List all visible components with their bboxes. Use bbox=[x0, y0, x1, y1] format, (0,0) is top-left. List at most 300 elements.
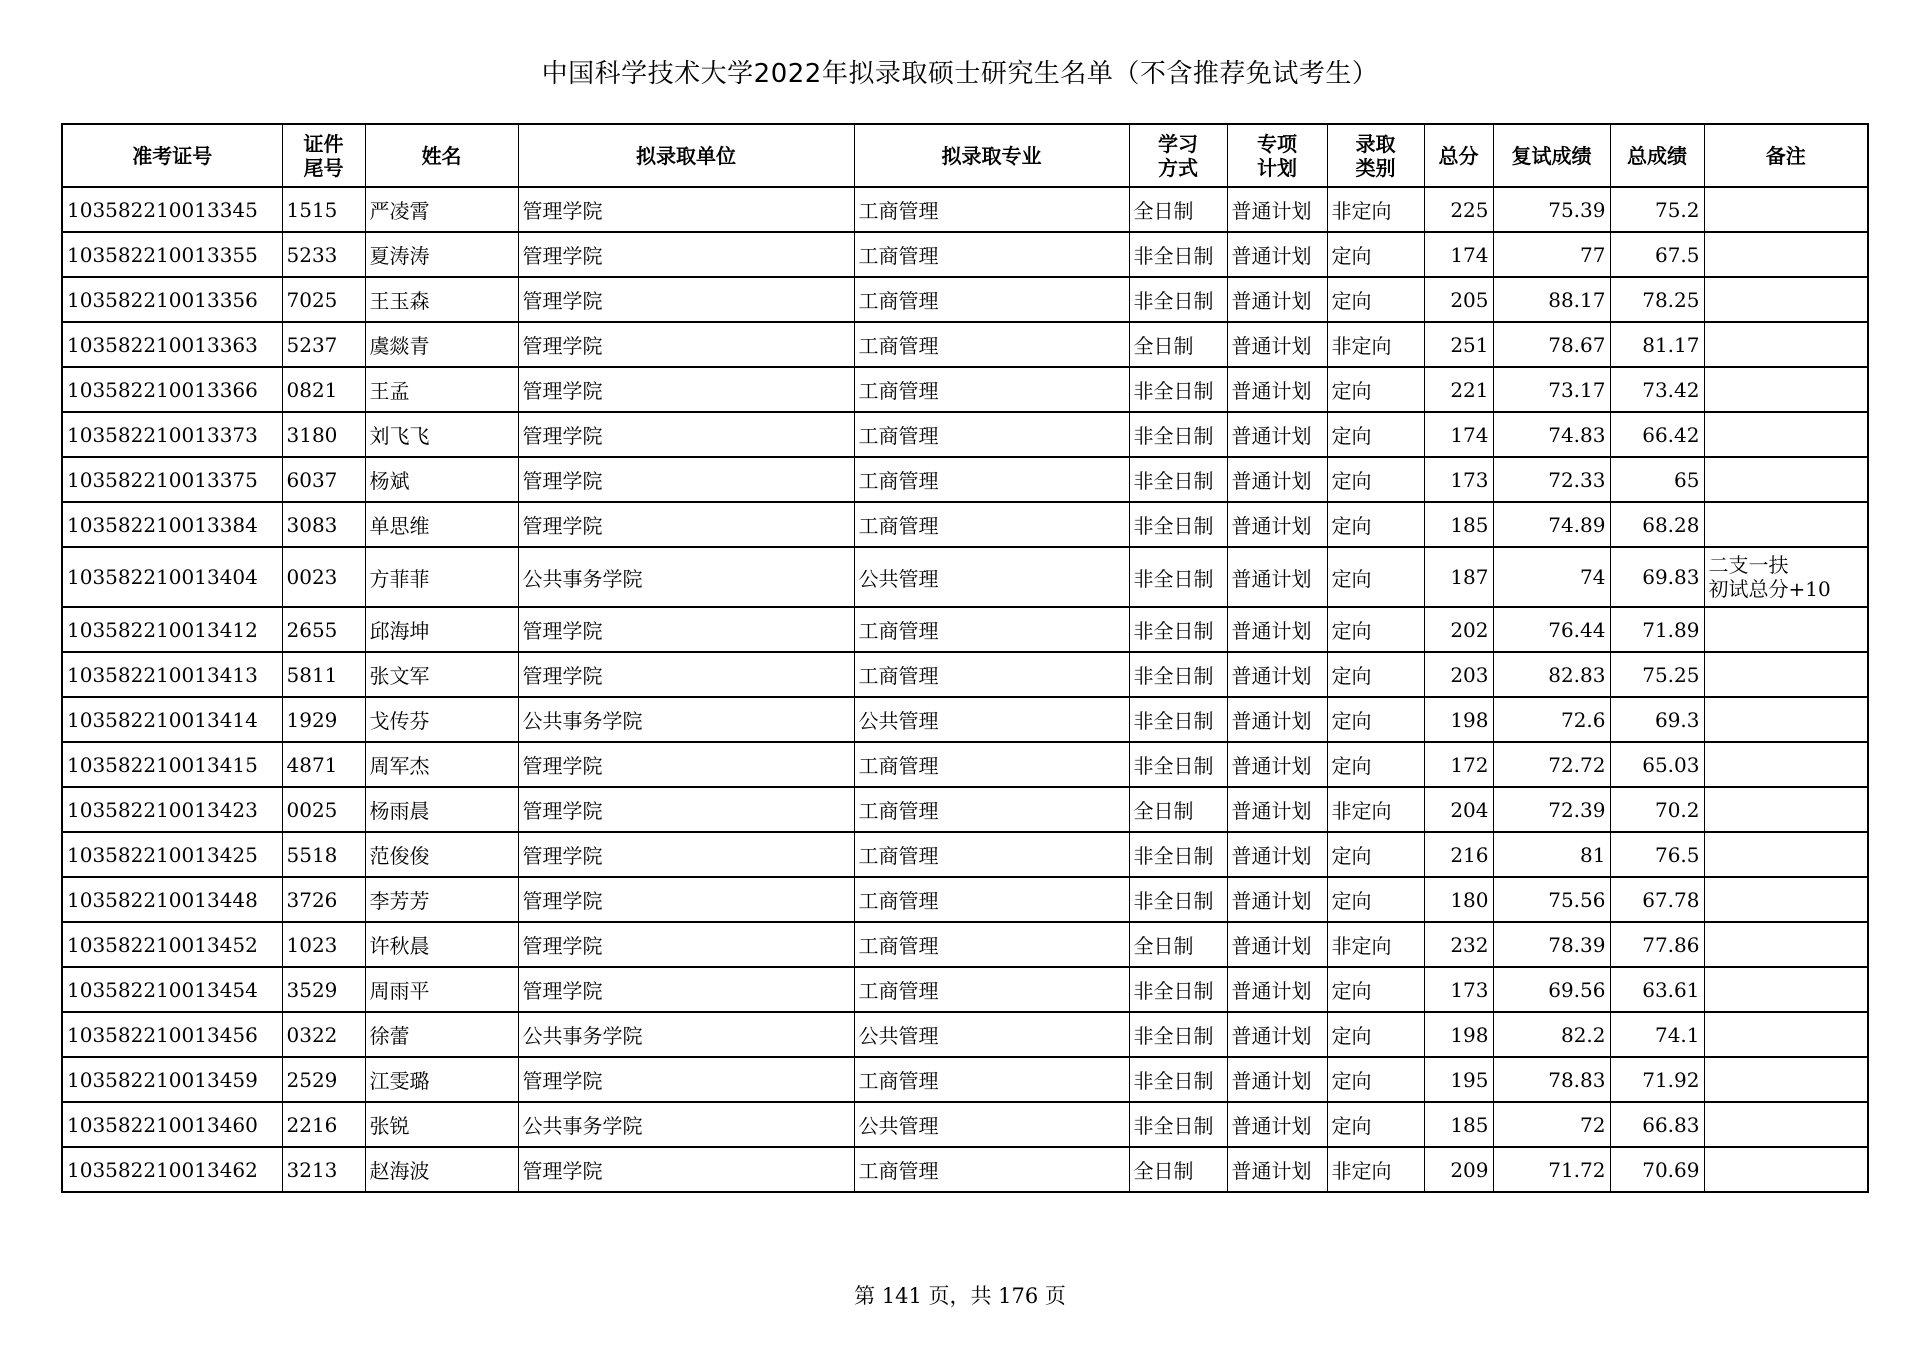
table-row bbox=[62, 547, 1868, 607]
col-retest-score: 复试成绩 bbox=[1493, 124, 1610, 187]
cell-retest-score: 71.72 bbox=[1493, 1147, 1610, 1192]
cell-study-mode: 全日制 bbox=[1129, 787, 1227, 832]
cell-total-score: 195 bbox=[1424, 1057, 1493, 1102]
cell-id-suffix: 4871 bbox=[282, 742, 365, 787]
cell-name: 刘飞飞 bbox=[365, 412, 518, 457]
cell-admission-ticket: 103582210013415 bbox=[62, 742, 282, 787]
cell-id-suffix: 3529 bbox=[282, 967, 365, 1012]
cell-study-mode: 非全日制 bbox=[1129, 742, 1227, 787]
cell-major: 工商管理 bbox=[854, 832, 1129, 877]
cell-major: 工商管理 bbox=[854, 922, 1129, 967]
cell-name: 江雯璐 bbox=[365, 1057, 518, 1102]
cell-admission-type: 定向 bbox=[1327, 967, 1424, 1012]
col-final-score: 总成绩 bbox=[1610, 124, 1704, 187]
cell-unit: 管理学院 bbox=[518, 502, 854, 547]
cell-total-score: 205 bbox=[1424, 277, 1493, 322]
cell-admission-type: 定向 bbox=[1327, 652, 1424, 697]
table-row bbox=[62, 1057, 1868, 1102]
cell-remarks bbox=[1704, 187, 1868, 232]
cell-study-mode: 非全日制 bbox=[1129, 502, 1227, 547]
cell-unit: 公共事务学院 bbox=[518, 697, 854, 742]
cell-name: 周军杰 bbox=[365, 742, 518, 787]
cell-name: 夏涛涛 bbox=[365, 232, 518, 277]
cell-name: 杨斌 bbox=[365, 457, 518, 502]
cell-name: 张锐 bbox=[365, 1102, 518, 1147]
cell-unit: 管理学院 bbox=[518, 1057, 854, 1102]
cell-total-score: 202 bbox=[1424, 607, 1493, 652]
cell-unit: 管理学院 bbox=[518, 1147, 854, 1192]
table-row bbox=[62, 322, 1868, 367]
cell-retest-score: 74 bbox=[1493, 547, 1610, 607]
cell-special-plan: 普通计划 bbox=[1227, 547, 1327, 607]
cell-major: 工商管理 bbox=[854, 412, 1129, 457]
col-name: 姓名 bbox=[365, 124, 518, 187]
cell-name: 戈传芬 bbox=[365, 697, 518, 742]
cell-special-plan: 普通计划 bbox=[1227, 502, 1327, 547]
cell-admission-type: 定向 bbox=[1327, 367, 1424, 412]
cell-final-score: 71.92 bbox=[1610, 1057, 1704, 1102]
cell-remarks bbox=[1704, 457, 1868, 502]
cell-special-plan: 普通计划 bbox=[1227, 697, 1327, 742]
cell-admission-ticket: 103582210013448 bbox=[62, 877, 282, 922]
cell-admission-type: 定向 bbox=[1327, 697, 1424, 742]
cell-admission-type: 非定向 bbox=[1327, 787, 1424, 832]
cell-final-score: 70.2 bbox=[1610, 787, 1704, 832]
cell-special-plan: 普通计划 bbox=[1227, 277, 1327, 322]
cell-admission-ticket: 103582210013425 bbox=[62, 832, 282, 877]
cell-special-plan: 普通计划 bbox=[1227, 187, 1327, 232]
cell-final-score: 78.25 bbox=[1610, 277, 1704, 322]
cell-remarks: 二支一扶 初试总分+10 bbox=[1704, 547, 1868, 607]
cell-study-mode: 非全日制 bbox=[1129, 697, 1227, 742]
cell-id-suffix: 0821 bbox=[282, 367, 365, 412]
cell-name: 王玉森 bbox=[365, 277, 518, 322]
cell-final-score: 69.83 bbox=[1610, 547, 1704, 607]
cell-remarks bbox=[1704, 1057, 1868, 1102]
cell-name: 张文军 bbox=[365, 652, 518, 697]
cell-retest-score: 72.6 bbox=[1493, 697, 1610, 742]
cell-final-score: 70.69 bbox=[1610, 1147, 1704, 1192]
cell-remarks bbox=[1704, 652, 1868, 697]
cell-id-suffix: 3726 bbox=[282, 877, 365, 922]
cell-major: 工商管理 bbox=[854, 367, 1129, 412]
col-admission-type: 录取类别 bbox=[1327, 124, 1424, 187]
cell-major: 工商管理 bbox=[854, 502, 1129, 547]
cell-special-plan: 普通计划 bbox=[1227, 922, 1327, 967]
cell-special-plan: 普通计划 bbox=[1227, 1057, 1327, 1102]
cell-remarks bbox=[1704, 967, 1868, 1012]
cell-id-suffix: 2529 bbox=[282, 1057, 365, 1102]
cell-retest-score: 69.56 bbox=[1493, 967, 1610, 1012]
cell-retest-score: 76.44 bbox=[1493, 607, 1610, 652]
cell-admission-type: 定向 bbox=[1327, 457, 1424, 502]
cell-unit: 管理学院 bbox=[518, 607, 854, 652]
cell-retest-score: 73.17 bbox=[1493, 367, 1610, 412]
cell-total-score: 172 bbox=[1424, 742, 1493, 787]
cell-study-mode: 非全日制 bbox=[1129, 877, 1227, 922]
cell-unit: 管理学院 bbox=[518, 652, 854, 697]
cell-id-suffix: 5237 bbox=[282, 322, 365, 367]
cell-retest-score: 75.39 bbox=[1493, 187, 1610, 232]
cell-major: 工商管理 bbox=[854, 787, 1129, 832]
cell-retest-score: 75.56 bbox=[1493, 877, 1610, 922]
cell-special-plan: 普通计划 bbox=[1227, 607, 1327, 652]
table-row bbox=[62, 742, 1868, 787]
cell-final-score: 74.1 bbox=[1610, 1012, 1704, 1057]
cell-total-score: 173 bbox=[1424, 967, 1493, 1012]
table-row bbox=[62, 232, 1868, 277]
cell-admission-type: 定向 bbox=[1327, 607, 1424, 652]
cell-total-score: 174 bbox=[1424, 412, 1493, 457]
cell-admission-ticket: 103582210013412 bbox=[62, 607, 282, 652]
cell-final-score: 75.2 bbox=[1610, 187, 1704, 232]
cell-major: 工商管理 bbox=[854, 607, 1129, 652]
col-admission-ticket: 准考证号 bbox=[62, 124, 282, 187]
cell-unit: 管理学院 bbox=[518, 322, 854, 367]
cell-study-mode: 非全日制 bbox=[1129, 277, 1227, 322]
cell-admission-ticket: 103582210013345 bbox=[62, 187, 282, 232]
cell-major: 工商管理 bbox=[854, 1057, 1129, 1102]
cell-retest-score: 88.17 bbox=[1493, 277, 1610, 322]
cell-total-score: 185 bbox=[1424, 1102, 1493, 1147]
cell-special-plan: 普通计划 bbox=[1227, 652, 1327, 697]
cell-name: 邱海坤 bbox=[365, 607, 518, 652]
cell-unit: 管理学院 bbox=[518, 832, 854, 877]
cell-special-plan: 普通计划 bbox=[1227, 322, 1327, 367]
cell-special-plan: 普通计划 bbox=[1227, 1012, 1327, 1057]
cell-admission-type: 定向 bbox=[1327, 502, 1424, 547]
table-row bbox=[62, 697, 1868, 742]
cell-name: 虞燚青 bbox=[365, 322, 518, 367]
cell-unit: 管理学院 bbox=[518, 232, 854, 277]
cell-id-suffix: 5811 bbox=[282, 652, 365, 697]
cell-final-score: 65 bbox=[1610, 457, 1704, 502]
cell-study-mode: 全日制 bbox=[1129, 1147, 1227, 1192]
cell-remarks bbox=[1704, 742, 1868, 787]
cell-special-plan: 普通计划 bbox=[1227, 232, 1327, 277]
cell-total-score: 209 bbox=[1424, 1147, 1493, 1192]
cell-name: 李芳芳 bbox=[365, 877, 518, 922]
cell-name: 王孟 bbox=[365, 367, 518, 412]
cell-admission-type: 定向 bbox=[1327, 1102, 1424, 1147]
cell-id-suffix: 2655 bbox=[282, 607, 365, 652]
cell-id-suffix: 0322 bbox=[282, 1012, 365, 1057]
cell-study-mode: 非全日制 bbox=[1129, 1057, 1227, 1102]
cell-id-suffix: 0023 bbox=[282, 547, 365, 607]
cell-study-mode: 全日制 bbox=[1129, 322, 1227, 367]
cell-id-suffix: 5518 bbox=[282, 832, 365, 877]
cell-unit: 管理学院 bbox=[518, 742, 854, 787]
cell-id-suffix: 5233 bbox=[282, 232, 365, 277]
cell-retest-score: 78.67 bbox=[1493, 322, 1610, 367]
cell-name: 许秋晨 bbox=[365, 922, 518, 967]
cell-name: 单思维 bbox=[365, 502, 518, 547]
cell-id-suffix: 7025 bbox=[282, 277, 365, 322]
cell-id-suffix: 3083 bbox=[282, 502, 365, 547]
table-row bbox=[62, 1147, 1868, 1192]
cell-unit: 管理学院 bbox=[518, 787, 854, 832]
cell-name: 徐蕾 bbox=[365, 1012, 518, 1057]
cell-remarks bbox=[1704, 787, 1868, 832]
cell-unit: 公共事务学院 bbox=[518, 1102, 854, 1147]
cell-admission-ticket: 103582210013356 bbox=[62, 277, 282, 322]
cell-id-suffix: 0025 bbox=[282, 787, 365, 832]
cell-retest-score: 72 bbox=[1493, 1102, 1610, 1147]
table-row bbox=[62, 787, 1868, 832]
cell-admission-type: 定向 bbox=[1327, 277, 1424, 322]
cell-retest-score: 77 bbox=[1493, 232, 1610, 277]
cell-final-score: 67.78 bbox=[1610, 877, 1704, 922]
col-major: 拟录取专业 bbox=[854, 124, 1129, 187]
cell-admission-ticket: 103582210013414 bbox=[62, 697, 282, 742]
cell-retest-score: 72.39 bbox=[1493, 787, 1610, 832]
cell-unit: 管理学院 bbox=[518, 877, 854, 922]
cell-remarks bbox=[1704, 277, 1868, 322]
cell-id-suffix: 3180 bbox=[282, 412, 365, 457]
cell-id-suffix: 1929 bbox=[282, 697, 365, 742]
cell-id-suffix: 1515 bbox=[282, 187, 365, 232]
cell-unit: 管理学院 bbox=[518, 277, 854, 322]
cell-total-score: 232 bbox=[1424, 922, 1493, 967]
table-row bbox=[62, 367, 1868, 412]
header-row bbox=[62, 124, 1868, 187]
cell-special-plan: 普通计划 bbox=[1227, 412, 1327, 457]
cell-admission-type: 定向 bbox=[1327, 412, 1424, 457]
col-id-suffix: 证件尾号 bbox=[282, 124, 365, 187]
cell-admission-type: 定向 bbox=[1327, 877, 1424, 922]
cell-admission-ticket: 103582210013462 bbox=[62, 1147, 282, 1192]
cell-special-plan: 普通计划 bbox=[1227, 787, 1327, 832]
cell-admission-type: 非定向 bbox=[1327, 1147, 1424, 1192]
cell-admission-ticket: 103582210013459 bbox=[62, 1057, 282, 1102]
cell-study-mode: 非全日制 bbox=[1129, 412, 1227, 457]
table-row bbox=[62, 1102, 1868, 1147]
admission-table bbox=[61, 123, 1869, 1193]
cell-study-mode: 非全日制 bbox=[1129, 232, 1227, 277]
cell-final-score: 66.42 bbox=[1610, 412, 1704, 457]
cell-unit: 管理学院 bbox=[518, 187, 854, 232]
table-row bbox=[62, 502, 1868, 547]
cell-total-score: 187 bbox=[1424, 547, 1493, 607]
cell-admission-ticket: 103582210013423 bbox=[62, 787, 282, 832]
cell-remarks bbox=[1704, 877, 1868, 922]
cell-final-score: 66.83 bbox=[1610, 1102, 1704, 1147]
cell-retest-score: 74.89 bbox=[1493, 502, 1610, 547]
cell-study-mode: 非全日制 bbox=[1129, 547, 1227, 607]
cell-final-score: 63.61 bbox=[1610, 967, 1704, 1012]
cell-admission-ticket: 103582210013375 bbox=[62, 457, 282, 502]
cell-final-score: 69.3 bbox=[1610, 697, 1704, 742]
table-row bbox=[62, 652, 1868, 697]
cell-study-mode: 非全日制 bbox=[1129, 457, 1227, 502]
cell-remarks bbox=[1704, 607, 1868, 652]
cell-special-plan: 普通计划 bbox=[1227, 967, 1327, 1012]
cell-name: 杨雨晨 bbox=[365, 787, 518, 832]
table-row bbox=[62, 457, 1868, 502]
cell-total-score: 198 bbox=[1424, 1012, 1493, 1057]
table-row bbox=[62, 607, 1868, 652]
cell-study-mode: 非全日制 bbox=[1129, 652, 1227, 697]
cell-remarks bbox=[1704, 832, 1868, 877]
cell-name: 周雨平 bbox=[365, 967, 518, 1012]
cell-name: 严凌霄 bbox=[365, 187, 518, 232]
cell-admission-ticket: 103582210013355 bbox=[62, 232, 282, 277]
cell-retest-score: 72.72 bbox=[1493, 742, 1610, 787]
cell-total-score: 185 bbox=[1424, 502, 1493, 547]
cell-final-score: 68.28 bbox=[1610, 502, 1704, 547]
cell-study-mode: 全日制 bbox=[1129, 187, 1227, 232]
cell-study-mode: 非全日制 bbox=[1129, 1012, 1227, 1057]
cell-admission-type: 定向 bbox=[1327, 232, 1424, 277]
cell-major: 公共管理 bbox=[854, 1102, 1129, 1147]
cell-admission-type: 定向 bbox=[1327, 1012, 1424, 1057]
cell-admission-type: 定向 bbox=[1327, 832, 1424, 877]
cell-unit: 公共事务学院 bbox=[518, 547, 854, 607]
cell-total-score: 180 bbox=[1424, 877, 1493, 922]
cell-name: 范俊俊 bbox=[365, 832, 518, 877]
cell-special-plan: 普通计划 bbox=[1227, 367, 1327, 412]
cell-study-mode: 非全日制 bbox=[1129, 367, 1227, 412]
col-unit: 拟录取单位 bbox=[518, 124, 854, 187]
cell-admission-ticket: 103582210013373 bbox=[62, 412, 282, 457]
cell-major: 公共管理 bbox=[854, 697, 1129, 742]
cell-final-score: 67.5 bbox=[1610, 232, 1704, 277]
cell-remarks bbox=[1704, 322, 1868, 367]
cell-admission-ticket: 103582210013413 bbox=[62, 652, 282, 697]
table-row bbox=[62, 277, 1868, 322]
cell-unit: 管理学院 bbox=[518, 412, 854, 457]
cell-final-score: 73.42 bbox=[1610, 367, 1704, 412]
cell-remarks bbox=[1704, 922, 1868, 967]
cell-final-score: 71.89 bbox=[1610, 607, 1704, 652]
table-row bbox=[62, 412, 1868, 457]
cell-retest-score: 74.83 bbox=[1493, 412, 1610, 457]
cell-remarks bbox=[1704, 412, 1868, 457]
cell-study-mode: 非全日制 bbox=[1129, 607, 1227, 652]
page-title: 中国科学技术大学2022年拟录取硕士研究生名单（不含推荐免试考生） bbox=[541, 59, 1379, 89]
cell-special-plan: 普通计划 bbox=[1227, 877, 1327, 922]
page-footer: 第 141 页，共 176 页 bbox=[854, 1284, 1066, 1308]
cell-unit: 管理学院 bbox=[518, 967, 854, 1012]
cell-retest-score: 82.2 bbox=[1493, 1012, 1610, 1057]
col-total-score: 总分 bbox=[1424, 124, 1493, 187]
cell-remarks bbox=[1704, 502, 1868, 547]
cell-remarks bbox=[1704, 367, 1868, 412]
table-row bbox=[62, 877, 1868, 922]
cell-name: 方菲菲 bbox=[365, 547, 518, 607]
cell-total-score: 221 bbox=[1424, 367, 1493, 412]
cell-major: 工商管理 bbox=[854, 277, 1129, 322]
cell-major: 公共管理 bbox=[854, 1012, 1129, 1057]
table-row bbox=[62, 1012, 1868, 1057]
col-special-plan: 专项计划 bbox=[1227, 124, 1327, 187]
cell-retest-score: 81 bbox=[1493, 832, 1610, 877]
cell-remarks bbox=[1704, 232, 1868, 277]
cell-major: 工商管理 bbox=[854, 457, 1129, 502]
cell-final-score: 76.5 bbox=[1610, 832, 1704, 877]
cell-total-score: 173 bbox=[1424, 457, 1493, 502]
cell-id-suffix: 6037 bbox=[282, 457, 365, 502]
cell-study-mode: 非全日制 bbox=[1129, 1102, 1227, 1147]
cell-major: 公共管理 bbox=[854, 547, 1129, 607]
cell-name: 赵海波 bbox=[365, 1147, 518, 1192]
cell-unit: 管理学院 bbox=[518, 457, 854, 502]
col-remarks: 备注 bbox=[1704, 124, 1868, 187]
cell-retest-score: 78.83 bbox=[1493, 1057, 1610, 1102]
cell-admission-ticket: 103582210013363 bbox=[62, 322, 282, 367]
cell-remarks bbox=[1704, 697, 1868, 742]
cell-major: 工商管理 bbox=[854, 967, 1129, 1012]
cell-admission-type: 定向 bbox=[1327, 547, 1424, 607]
cell-study-mode: 非全日制 bbox=[1129, 967, 1227, 1012]
cell-total-score: 204 bbox=[1424, 787, 1493, 832]
cell-admission-ticket: 103582210013404 bbox=[62, 547, 282, 607]
cell-major: 工商管理 bbox=[854, 232, 1129, 277]
cell-major: 工商管理 bbox=[854, 652, 1129, 697]
cell-admission-type: 定向 bbox=[1327, 1057, 1424, 1102]
table-row bbox=[62, 187, 1868, 232]
col-study-mode: 学习方式 bbox=[1129, 124, 1227, 187]
cell-final-score: 81.17 bbox=[1610, 322, 1704, 367]
cell-total-score: 225 bbox=[1424, 187, 1493, 232]
cell-final-score: 65.03 bbox=[1610, 742, 1704, 787]
cell-admission-type: 定向 bbox=[1327, 742, 1424, 787]
cell-remarks bbox=[1704, 1147, 1868, 1192]
cell-special-plan: 普通计划 bbox=[1227, 457, 1327, 502]
cell-total-score: 216 bbox=[1424, 832, 1493, 877]
cell-admission-type: 非定向 bbox=[1327, 187, 1424, 232]
cell-final-score: 77.86 bbox=[1610, 922, 1704, 967]
cell-unit: 公共事务学院 bbox=[518, 1012, 854, 1057]
table-row bbox=[62, 967, 1868, 1012]
cell-admission-ticket: 103582210013384 bbox=[62, 502, 282, 547]
cell-retest-score: 78.39 bbox=[1493, 922, 1610, 967]
cell-total-score: 203 bbox=[1424, 652, 1493, 697]
cell-id-suffix: 1023 bbox=[282, 922, 365, 967]
cell-admission-type: 非定向 bbox=[1327, 322, 1424, 367]
cell-total-score: 174 bbox=[1424, 232, 1493, 277]
cell-admission-ticket: 103582210013366 bbox=[62, 367, 282, 412]
cell-final-score: 75.25 bbox=[1610, 652, 1704, 697]
cell-admission-ticket: 103582210013460 bbox=[62, 1102, 282, 1147]
cell-admission-ticket: 103582210013456 bbox=[62, 1012, 282, 1057]
cell-unit: 管理学院 bbox=[518, 367, 854, 412]
cell-special-plan: 普通计划 bbox=[1227, 1147, 1327, 1192]
table-row bbox=[62, 922, 1868, 967]
cell-id-suffix: 2216 bbox=[282, 1102, 365, 1147]
cell-special-plan: 普通计划 bbox=[1227, 742, 1327, 787]
cell-major: 工商管理 bbox=[854, 322, 1129, 367]
cell-retest-score: 82.83 bbox=[1493, 652, 1610, 697]
cell-admission-ticket: 103582210013452 bbox=[62, 922, 282, 967]
table-row bbox=[62, 832, 1868, 877]
cell-total-score: 198 bbox=[1424, 697, 1493, 742]
cell-remarks bbox=[1704, 1102, 1868, 1147]
cell-major: 工商管理 bbox=[854, 187, 1129, 232]
cell-unit: 管理学院 bbox=[518, 922, 854, 967]
cell-major: 工商管理 bbox=[854, 877, 1129, 922]
cell-admission-ticket: 103582210013454 bbox=[62, 967, 282, 1012]
cell-admission-type: 非定向 bbox=[1327, 922, 1424, 967]
cell-study-mode: 非全日制 bbox=[1129, 832, 1227, 877]
cell-total-score: 251 bbox=[1424, 322, 1493, 367]
cell-special-plan: 普通计划 bbox=[1227, 1102, 1327, 1147]
cell-retest-score: 72.33 bbox=[1493, 457, 1610, 502]
cell-special-plan: 普通计划 bbox=[1227, 832, 1327, 877]
cell-major: 工商管理 bbox=[854, 742, 1129, 787]
cell-study-mode: 全日制 bbox=[1129, 922, 1227, 967]
cell-id-suffix: 3213 bbox=[282, 1147, 365, 1192]
